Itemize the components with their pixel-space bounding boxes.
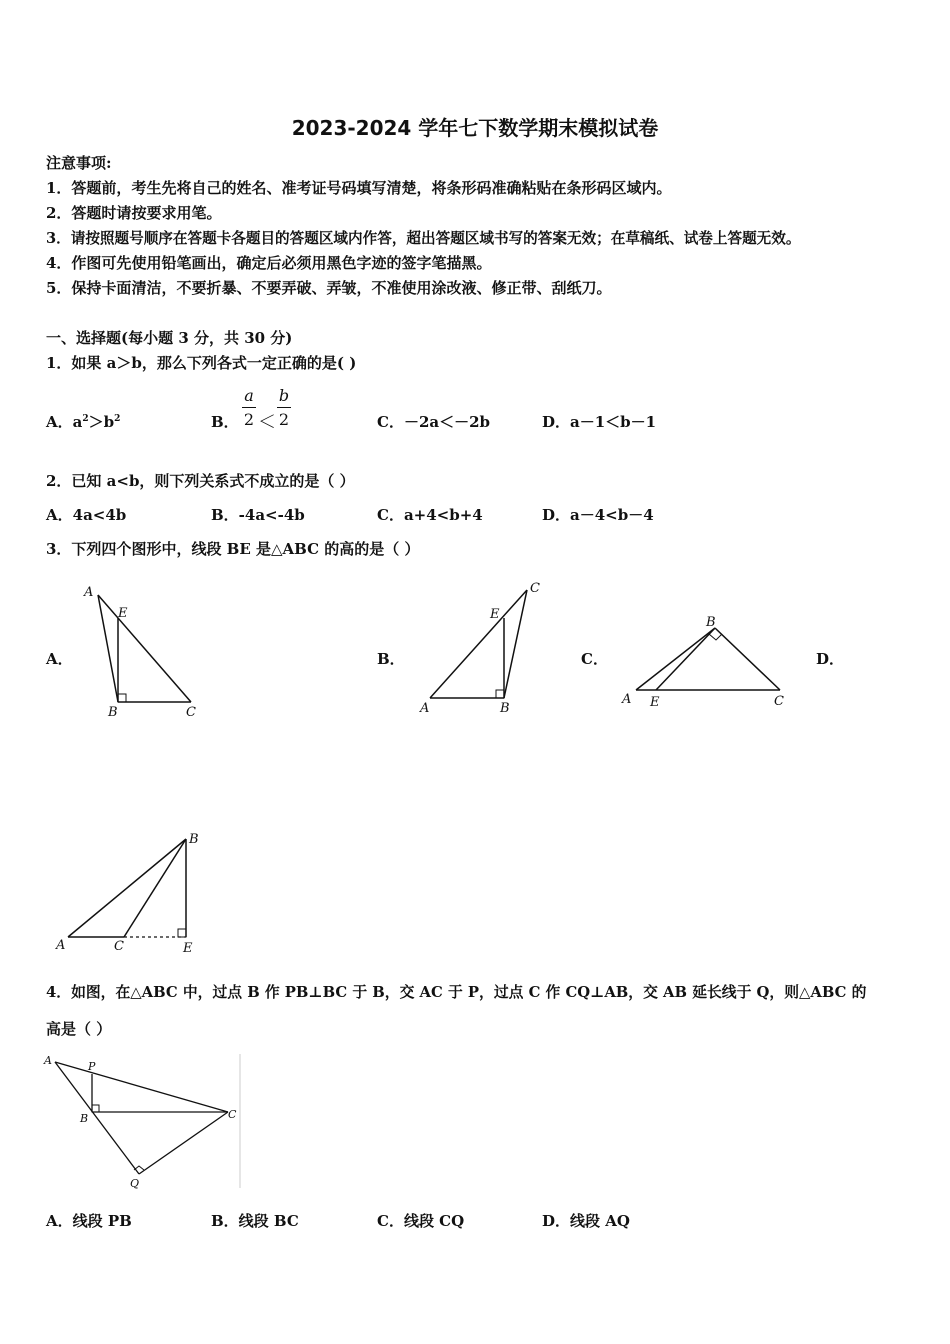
question-1-stem: 1．如果 a＞b，那么下列各式一定正确的是( ) (46, 354, 357, 372)
segment-ab (636, 628, 715, 690)
q1-option-c: C．－2a＜－2b (377, 413, 491, 431)
point-label-c: C (228, 1108, 237, 1121)
point-label-e: E (490, 607, 500, 622)
q2-option-c: C．a+4<b+4 (377, 506, 483, 524)
right-angle-mark (134, 1166, 144, 1170)
question-4-stem: 4．如图，在△ABC 中，过点 B 作 PB⊥BC 于 B，交 AC 于 P，过点 C 作 CQ⊥AB，交 AB 延长线于 Q，则△ABC 的 (46, 984, 867, 1001)
q1-option-a-label: A． (46, 413, 73, 431)
q1-option-b-num1: a (244, 386, 254, 405)
point-label-e: E (118, 606, 128, 621)
point-label-a: A (420, 701, 430, 716)
segment-ab (68, 839, 186, 937)
point-label-b: B (500, 701, 510, 716)
right-angle-mark (178, 929, 186, 937)
segment-aq (55, 1062, 139, 1174)
point-label-b: B (189, 832, 199, 847)
point-label-a: A (44, 1054, 52, 1067)
section-heading: 一、选择题(每小题 3 分，共 30 分) (46, 329, 293, 347)
q1-option-b-den1: 2 (243, 410, 255, 429)
point-label-p: P (88, 1060, 96, 1073)
segment-bc (715, 628, 780, 690)
fraction-bar (242, 407, 256, 408)
point-label-a: A (622, 692, 632, 707)
point-label-a: A (56, 938, 66, 953)
point-label-c: C (186, 705, 196, 720)
notice-heading: 注意事项: (46, 154, 112, 172)
q1-option-a (46, 411, 120, 432)
point-label-b: B (706, 615, 716, 630)
q2-option-b: B．-4a<-4b (211, 506, 305, 524)
notice-item: 1．答题前，考生先将自己的姓名、准考证号码填写清楚，将条形码准确粘贴在条形码区域内。 (46, 179, 672, 197)
notice-item: 4．作图可先使用铅笔画出，确定后必须用黑色字迹的签字笔描黑。 (46, 254, 492, 272)
segment-ab (98, 595, 118, 702)
segment-bc (124, 839, 186, 937)
segment-ac (55, 1062, 228, 1112)
q1-option-a-exp1: 2 (82, 414, 89, 424)
q4-figure (42, 1050, 244, 1192)
q3-option-b: B． (377, 650, 405, 668)
q4-option-c: C．线段 CQ (377, 1212, 465, 1230)
q4-option-d: D．线段 AQ (542, 1212, 630, 1230)
point-label-b: B (108, 705, 118, 720)
segment-ac (430, 590, 527, 698)
q3-option-c: C． (581, 650, 608, 668)
q1-option-a-exp2: 2 (114, 414, 121, 424)
question-4-stem-cont: 高是（ ） (46, 1020, 112, 1038)
q3-option-d: D． (816, 650, 845, 668)
segment-bc (504, 590, 527, 698)
segment-cq (139, 1112, 228, 1174)
point-label-q: Q (130, 1177, 140, 1190)
q4-option-b: B．线段 BC (211, 1212, 299, 1230)
q2-option-d: D．a－4<b－4 (542, 506, 654, 524)
q1-option-b-num2: b (278, 386, 290, 405)
point-label-e: E (183, 941, 193, 956)
segment-ac (98, 595, 191, 702)
q3-figure-b (412, 576, 552, 721)
notice-item: 5．保持卡面清洁，不要折暴、不要弄破、弄皱，不准使用涂改液、修正带、刮纸刀。 (46, 279, 612, 297)
right-angle-mark (709, 634, 722, 640)
point-label-c: C (114, 939, 124, 954)
q1-option-a-rel: ＞ (88, 413, 104, 431)
point-label-a: A (84, 585, 94, 600)
segment-be (656, 628, 715, 690)
q3-option-a: A． (46, 650, 73, 668)
q1-option-b-den2: 2 (278, 410, 290, 429)
notice-item: 2．答题时请按要求用笔。 (46, 204, 222, 222)
q3-figure-a (78, 580, 208, 720)
right-angle-mark (92, 1105, 99, 1112)
q1-option-d: D．a－1＜b－1 (542, 413, 657, 431)
point-label-b: B (80, 1112, 89, 1125)
q1-option-a-base2: b (103, 413, 115, 431)
point-label-c: C (530, 581, 540, 596)
question-3-stem: 3．下列四个图形中，线段 BE 是△ABC 的高的是（ ） (46, 540, 420, 558)
point-label-c: C (774, 694, 784, 709)
fraction-bar (277, 407, 291, 408)
right-angle-mark (118, 694, 126, 702)
q3-figure-c (618, 610, 798, 715)
q1-option-b-label: B． (211, 413, 239, 431)
point-label-e: E (650, 695, 660, 710)
page-title: 2023-2024 学年七下数学期末模拟试卷 (291, 116, 659, 140)
q1-option-a-base1: a (72, 413, 83, 431)
notice-item: 3．请按照题号顺序在答题卡各题目的答题区域内作答，超出答题区域书写的答案无效；在草稿纸、试卷上答题无效。 (46, 230, 801, 247)
question-2-stem: 2．已知 a<b，则下列关系式不成立的是（ ） (46, 472, 355, 490)
q3-figure-d (52, 825, 212, 960)
q1-option-b-rel: ＜ (258, 412, 276, 433)
q2-option-a: A．4a<4b (46, 506, 127, 524)
right-angle-mark (496, 690, 504, 698)
q4-option-a: A．线段 PB (46, 1212, 132, 1230)
